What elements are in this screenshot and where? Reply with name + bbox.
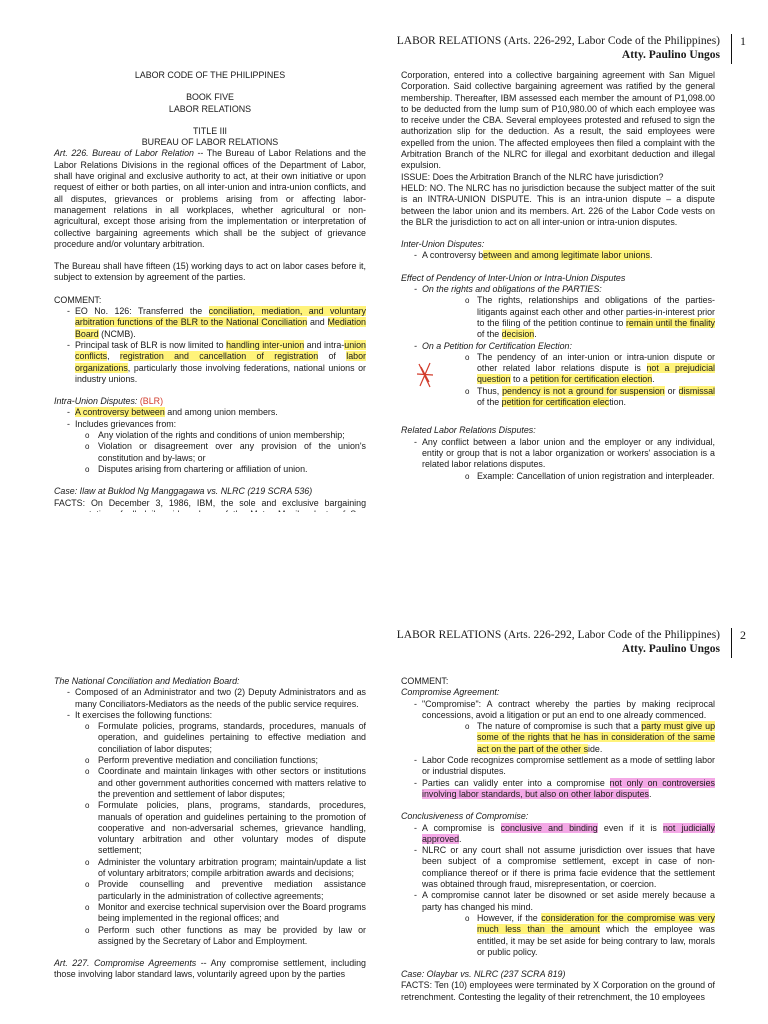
list-item: - Any conflict between a labor union and the employer or any individual, entity or group that is not a labor organization or workers' association is a related labor relations disputes.: [401, 437, 715, 471]
list-item: - NLRC or any court shall not assume jurisdiction over issues that have been subject of a compromise settlement, except in case of non-compliance thereof or if there is prima facie evidence that the settlement was obtained through fraud, misrepresentation, or coercion.: [401, 845, 715, 890]
list-item: - Composed of an Administrator and two (2) Deputy Administrators and as many Conciliators-Mediators as the needs of the public service requires.: [54, 687, 366, 710]
list-item: o Administer the voluntary arbitration program; maintain/update a list of voluntary arbitrators; compile arbitration awards and decisions;: [54, 857, 366, 880]
compromise-heading: Compromise Agreement:: [401, 687, 500, 698]
book-title: BOOK FIVE: [186, 92, 234, 103]
list-item: - A controversy between and among legitimate labor unions.: [401, 250, 715, 261]
compromise-list: [401, 699, 715, 801]
conclusiveness-heading: Conclusiveness of Compromise:: [401, 811, 529, 822]
header-author: Atty. Paulino Ungos: [621, 643, 720, 655]
code-title: LABOR CODE OF THE PHILIPPINES: [134, 70, 286, 80]
page-number: 2: [740, 628, 746, 642]
highlight: dismissal: [678, 385, 715, 396]
case-heading: Case: Olaybar vs. NLRC (237 SCRA 819): [401, 969, 566, 980]
case-facts: FACTS: Ten (10) employees were terminated by X Corporation on the ground of retrenchment. Contesting the legality of their retrenchment, the 10 employees: [401, 980, 715, 1002]
case-facts: FACTS: On December 3, 1986, IBM, the sole and exclusive bargaining: [54, 497, 366, 508]
list-item: o Any violation of the rights and conditions of union membership;: [54, 430, 366, 441]
case-held: HELD: NO. The NLRC has no jurisdiction because the subject matter of the suit is an INTRA-UNION DISPUTE. This is an intra-union dispute – a dispute between the labor union and its members. Art. 226 of the Labor Code vests on the BLR the jurisdiction to act on all inter-union or intra-union disputes.: [401, 182, 715, 227]
list-item: - Parties can validly enter into a compromise not only on controversies involving labor standards, but also on other labor disputes.: [401, 778, 715, 801]
highlight: A controversy between: [75, 407, 165, 418]
related-disputes-heading: Related Labor Relations Disputes:: [401, 425, 536, 436]
list-item: o However, if the consideration for the compromise was very much less than the amount which the employee was entitled, it may be set aside for being contrary to law, morals or public policy.: [401, 913, 715, 958]
handwritten-star-mark: [415, 360, 435, 390]
highlight: conciliation, mediation, and voluntary arbitration functions of the BLR to the National Conciliation: [75, 306, 366, 328]
art-226-text: Art. 226. Bureau of Labor Relation -- The Bureau of Labor Relations and the Labor Relations Divisions in the regional offices of the Department of Labor, shall have original and exclusive authority to act, at their own initiative or upon request of either or both parties, on all inter-union and intra-union conflicts, and all disputes, grievances or problems arising from or affecting labor-management relations in all workplaces, whether agricultural or non-agricultural, except those arising from the implementation or interpretation of collective bargaining agreements which shall be the subject of grievance procedure and/or voluntary arbitration.: [54, 148, 366, 249]
list-item: o The pendency of an inter-union or intra-union dispute or other related labor relations dispute is not a prejudicial question to a petition for certification election.: [401, 352, 715, 386]
list-item: - "Compromise": A contract whereby the parties by making reciprocal concessions, avoid a litigation or put an end to one already commenced.: [401, 699, 715, 722]
header-title: LABOR RELATIONS (Arts. 226-292, Labor Code of the Philippines): [396, 629, 720, 641]
intra-union-heading: Intra-Union Disputes: (BLR): [54, 396, 164, 407]
comment-heading: COMMENT:: [401, 676, 449, 686]
list-item: - It exercises the following functions:: [54, 710, 366, 721]
effect-list: [401, 284, 715, 408]
highlight: Mediation Board: [75, 317, 366, 339]
book-subtitle: LABOR RELATIONS: [168, 103, 252, 114]
highlight: etween and among legitimate labor unions: [483, 250, 650, 261]
inter-union-heading: Inter-Union Disputes:: [401, 239, 485, 250]
list-item: - Includes grievances from:: [54, 419, 366, 430]
list-item: o Violation or disagreement over any provision of the union's constitution and by-laws; or: [54, 441, 366, 464]
comment-heading: COMMENT:: [54, 294, 102, 305]
comment-list: [54, 306, 366, 385]
highlight: remain until the finality: [625, 317, 715, 328]
page-header: [397, 628, 746, 656]
highlight: decision: [501, 329, 535, 340]
highlight: labor organizations: [75, 351, 366, 373]
highlight: conclusive and binding: [500, 822, 598, 833]
highlight: not judicially approved: [422, 822, 715, 844]
list-item: o Perform such other functions as may be provided by law or assigned by the Secretary of Labor and Employment.: [54, 925, 366, 948]
ncmb-heading: The National Conciliation and Mediation Board:: [54, 676, 240, 686]
right-column: [401, 676, 715, 1003]
case-facts-continued: Corporation, entered into a collective bargaining agreement with San Miguel Corporation. Said collective bargaining agreement was ratified by the general membership. Thereafter, IBM assessed each member the amount of P1,098.00 to be deducted from the lump sum of P10,980.00 of which each employee was to receive under the CBA. Several employees protested and refused to sign the authorization slip for the deduction. As a result, the said employees were expelled from the union. The affected employees then filed a complaint with the Arbitration Branch of the NLRC for illegal and exorbitant deduction and illegal expulsion.: [401, 70, 715, 171]
list-item: o Provide counselling and preventive mediation assistance particularly in the administration of collective agreements;: [54, 879, 366, 902]
handwritten-note: (BLR): [139, 396, 164, 407]
intra-union-list: [54, 407, 366, 475]
highlight: petition for certification elec: [501, 397, 610, 408]
page-number: 1: [740, 34, 746, 48]
header-divider: [731, 628, 732, 658]
title-number: TITLE III: [192, 125, 228, 136]
title-name: BUREAU OF LABOR RELATIONS: [141, 137, 279, 148]
highlight: not a prejudicial question: [477, 363, 716, 385]
list-item: o Perform preventive mediation and conciliation functions;: [54, 755, 366, 766]
list-item: o Coordinate and maintain linkages with other sectors or institutions and other government authorities concerned with matters relative to the prevention and settlement of labor disputes;: [54, 766, 366, 800]
conclusiveness-list: [401, 823, 715, 959]
list-item: o Disputes arising from chartering or affiliation of union.: [54, 464, 366, 475]
highlight: petition for certification election: [530, 374, 653, 385]
highlight: registration and cancellation of registration: [119, 351, 319, 362]
highlight: consideration for the compromise was very much less than the amount: [477, 912, 715, 935]
right-column: [401, 70, 715, 482]
list-item: - EO No. 126: Transferred the conciliation, mediation, and voluntary arbitration functions of the BLR to the National Conciliation and Mediation Board (NCMB).: [54, 306, 366, 340]
highlight: not only on controversies involving labor standards, but also on other labor disputes: [422, 777, 715, 799]
art-226-heading: Art. 226. Bureau of Labor Relation: [54, 148, 194, 159]
document-page-2: [0, 512, 768, 1024]
header-divider: [731, 34, 732, 64]
highlight: pendency is not a ground for suspension: [502, 385, 665, 396]
list-item: - A controversy between and among union members.: [54, 407, 366, 418]
list-item: - A compromise is conclusive and binding even if it is not judicially approved.: [401, 823, 715, 846]
header-author: Atty. Paulino Ungos: [621, 49, 720, 61]
list-item: - Labor Code recognizes compromise settlement as a mode of settling labor or industrial disputes.: [401, 755, 715, 778]
list-item: o Formulate policies, plans, programs, standards, procedures, manuals of operation and guidelines pertaining to the promotion of cooperative and non-adversarial schemes, grievance handling, voluntary arbitration and other voluntary modes of dispute settlement;: [54, 800, 366, 856]
left-column: [54, 70, 366, 531]
header-title: LABOR RELATIONS (Arts. 226-292, Labor Code of the Philippines): [396, 35, 720, 47]
highlight: party must give up some of the rights that he has in consideration of the same act on the part of the other s: [477, 721, 716, 754]
case-heading: Case: Ilaw at Buklod Ng Manggagawa vs. NLRC (219 SCRA 536): [54, 486, 313, 497]
art-227-heading: Art. 227. Compromise Agreements: [54, 958, 197, 969]
highlight: handling inter-union: [226, 339, 305, 350]
left-column: [54, 676, 366, 981]
list-item: - On the rights and obligations of the PARTIES:: [401, 284, 715, 295]
highlight: union conflicts: [75, 339, 366, 362]
ncmb-list: [54, 687, 366, 947]
list-item: o Thus, pendency is not a ground for suspension or dismissal of the petition for certification election.: [401, 386, 715, 409]
list-item: o The rights, relationships and obligations of the parties-litigants against each other and other parties-in-interest prior to the filing of the petition continue to remain until the finality of the decision.: [401, 295, 715, 340]
page-header: [397, 34, 746, 62]
list-item: - A compromise cannot later be disowned or set aside merely because a party has changed his mind.: [401, 890, 715, 913]
effect-heading: Effect of Pendency of Inter-Union or Intra-Union Disputes: [401, 272, 626, 283]
list-item: o Monitor and exercise technical supervision over the Board programs being implemented in the regional offices; and: [54, 902, 366, 925]
list-item: - On a Petition for Certification Election:: [401, 341, 715, 352]
list-item: - Principal task of BLR is now limited to handling inter-union and intra-union conflicts, registration and cancellation of registration of labor organizations, particularly those involving federations, national unions or industry unions.: [54, 340, 366, 385]
related-list: [401, 437, 715, 482]
list-item: o Example: Cancellation of union registration and interpleader.: [401, 471, 715, 482]
list-item: o Formulate policies, programs, standards, procedures, manuals of operation, and guidelines pertaining to effective mediation and conciliation of labor disputes;: [54, 721, 366, 755]
art-226-paragraph-2: The Bureau shall have fifteen (15) working days to act on labor cases before it, subject to extension by agreement of the parties.: [54, 261, 366, 283]
inter-union-list: [401, 250, 715, 261]
list-item: o The nature of compromise is such that a party must give up some of the rights that he has in consideration of the same act on the part of the other side.: [401, 721, 715, 755]
case-issue: ISSUE: Does the Arbitration Branch of the NLRC have jurisdiction?: [401, 171, 664, 182]
art-227-text: Art. 227. Compromise Agreements -- Any compromise settlement, including those involving labor standard laws, voluntarily agreed upon by the parties: [54, 958, 366, 980]
